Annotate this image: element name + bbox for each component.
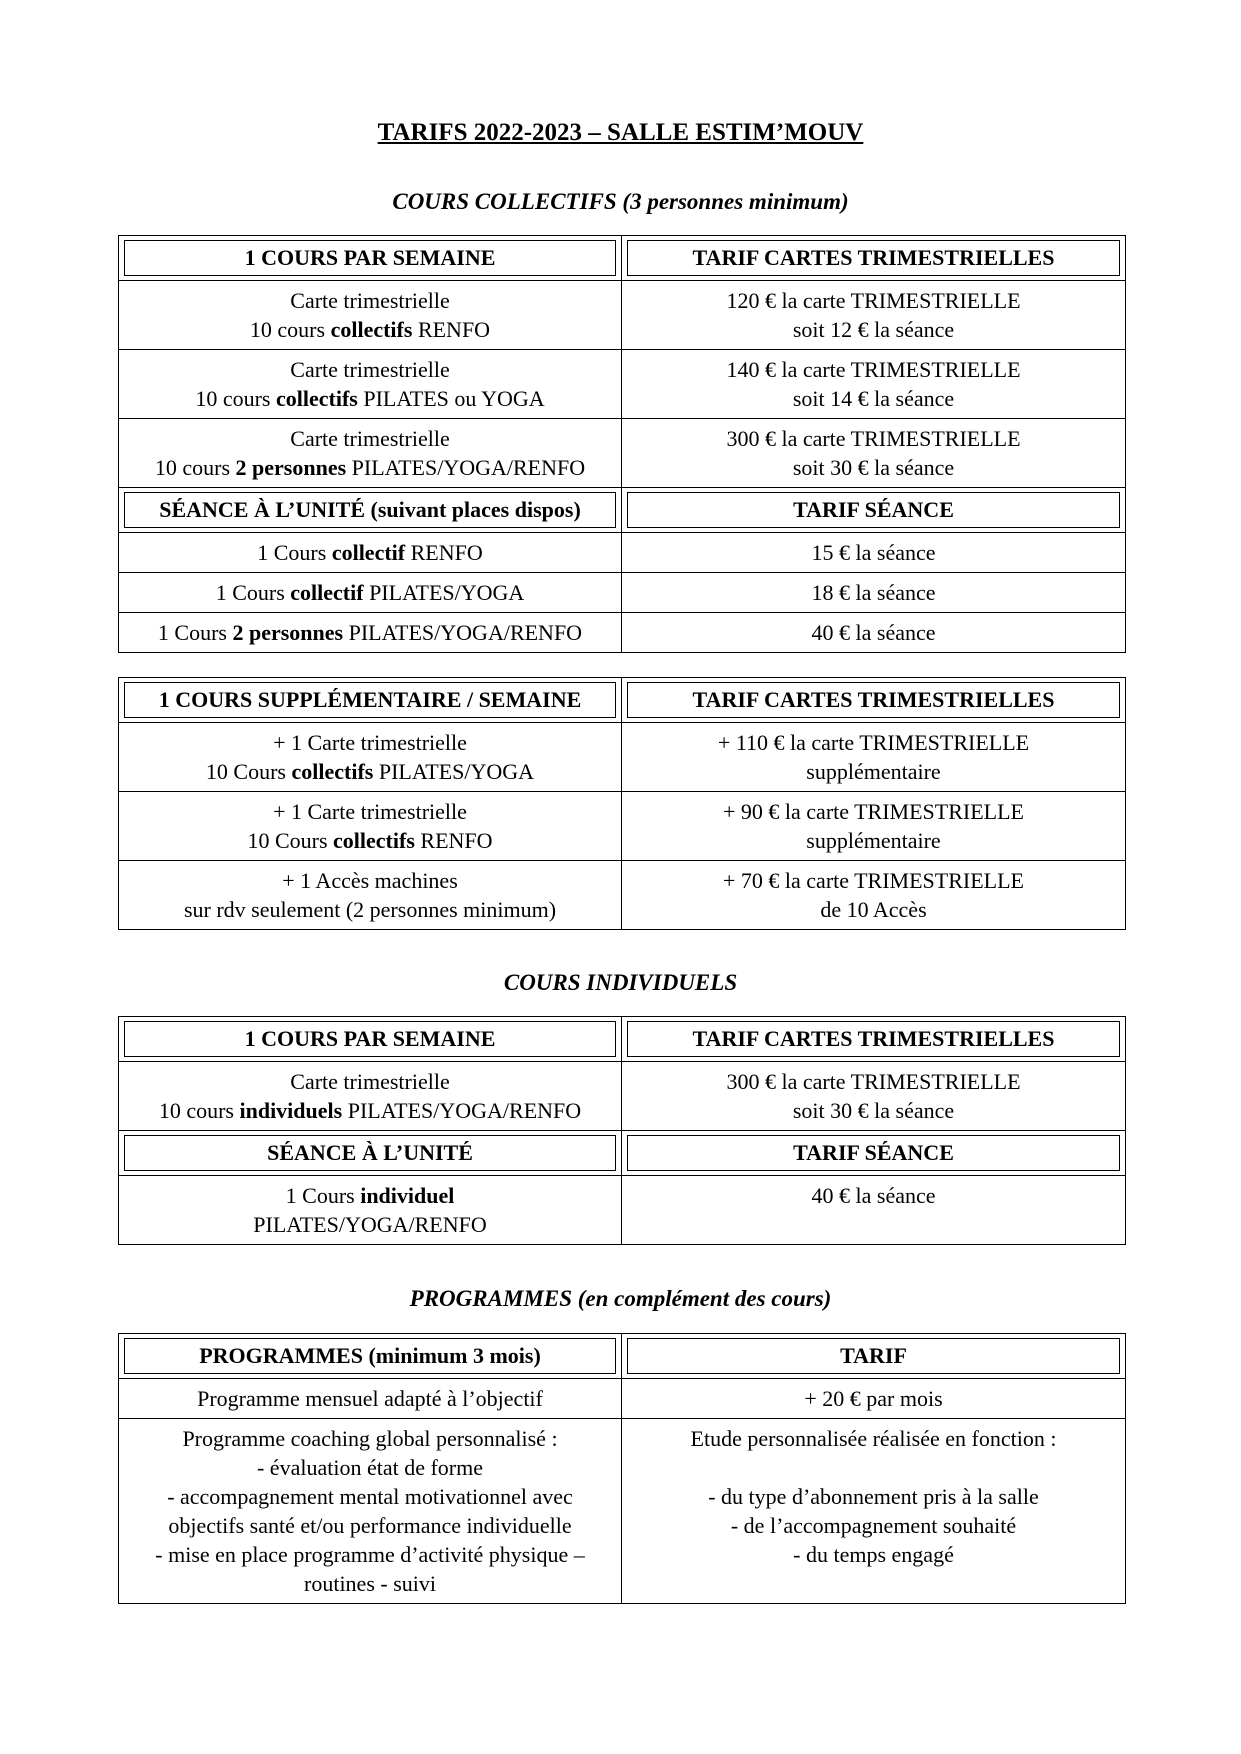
section-title-individuels: COURS INDIVIDUELS <box>503 970 738 995</box>
section-title-programmes: PROGRAMMES (en complément des cours) <box>409 1286 832 1311</box>
header-cell: 1 COURS PAR SEMAINE <box>124 1021 616 1057</box>
table-cell: + 20 € par mois <box>622 1379 1126 1419</box>
table-cell: 15 € la séance <box>622 533 1126 573</box>
table-cell: 40 € la séance <box>622 1176 1126 1245</box>
header-cell: TARIF CARTES TRIMESTRIELLES <box>627 240 1120 276</box>
header-cell: SÉANCE À L’UNITÉ <box>124 1135 616 1171</box>
table-row <box>119 1379 1126 1419</box>
table-cell: + 70 € la carte TRIMESTRIELLE de 10 Accès <box>622 861 1126 930</box>
table-cell: Carte trimestrielle 10 cours individuels PILATES/YOGA/RENFO <box>119 1062 622 1131</box>
table-header-row <box>119 236 1126 281</box>
table-row <box>119 350 1126 419</box>
header-cell: 1 COURS SUPPLÉMENTAIRE / SEMAINE <box>124 682 616 718</box>
header-cell: TARIF CARTES TRIMESTRIELLES <box>627 682 1120 718</box>
table-cell: Programme coaching global personnalisé : - évaluation état de forme - accompagnement mental motivationnel avec objectifs santé et/ou performance individuelle - mise en place programme d’activité physique – routines - suivi <box>119 1419 622 1604</box>
table-cell: + 1 Carte trimestrielle 10 Cours collectifs PILATES/YOGA <box>119 723 622 792</box>
table-cell: Programme mensuel adapté à l’objectif <box>119 1379 622 1419</box>
table-cell: 1 Cours individuel PILATES/YOGA/RENFO <box>119 1176 622 1245</box>
table-row <box>119 573 1126 613</box>
table-header-row <box>119 1017 1126 1062</box>
table-cell: 1 Cours collectif PILATES/YOGA <box>119 573 622 613</box>
table-header-row <box>119 488 1126 533</box>
header-cell: TARIF <box>627 1338 1120 1374</box>
table-header-row <box>119 1131 1126 1176</box>
table-cell: 300 € la carte TRIMESTRIELLE soit 30 € la séance <box>622 419 1126 488</box>
table-row <box>119 533 1126 573</box>
table-header-row <box>119 1334 1126 1379</box>
header-cell: SÉANCE À L’UNITÉ (suivant places dispos) <box>124 492 616 528</box>
table-cell: + 110 € la carte TRIMESTRIELLE supplémentaire <box>622 723 1126 792</box>
table-row <box>119 1062 1126 1131</box>
table-cell: Etude personnalisée réalisée en fonction : - du type d’abonnement pris à la salle - de l’accompagnement souhaité - du temps engagé <box>622 1419 1126 1604</box>
table-cell: Carte trimestrielle 10 cours collectifs RENFO <box>119 281 622 350</box>
table-cell: 300 € la carte TRIMESTRIELLE soit 30 € la séance <box>622 1062 1126 1131</box>
table-cell: 120 € la carte TRIMESTRIELLE soit 12 € la séance <box>622 281 1126 350</box>
table-row <box>119 281 1126 350</box>
header-cell: TARIF CARTES TRIMESTRIELLES <box>627 1021 1120 1057</box>
table-programmes <box>118 1333 1126 1604</box>
table-cours-individuels <box>118 1016 1126 1245</box>
table-row <box>119 419 1126 488</box>
header-cell: TARIF SÉANCE <box>627 492 1120 528</box>
table-cours-supplementaire <box>118 677 1126 930</box>
header-cell: TARIF SÉANCE <box>627 1135 1120 1171</box>
table-cell: Carte trimestrielle 10 cours collectifs PILATES ou YOGA <box>119 350 622 419</box>
table-cell: 1 Cours 2 personnes PILATES/YOGA/RENFO <box>119 613 622 653</box>
header-cell: PROGRAMMES (minimum 3 mois) <box>124 1338 616 1374</box>
table-cours-collectifs <box>118 235 1126 653</box>
table-row <box>119 792 1126 861</box>
table-cell: 18 € la séance <box>622 573 1126 613</box>
table-header-row <box>119 678 1126 723</box>
section-title-collectifs: COURS COLLECTIFS (3 personnes minimum) <box>392 189 849 214</box>
table-cell: Carte trimestrielle 10 cours 2 personnes PILATES/YOGA/RENFO <box>119 419 622 488</box>
table-row <box>119 1419 1126 1604</box>
table-cell: 140 € la carte TRIMESTRIELLE soit 14 € la séance <box>622 350 1126 419</box>
table-cell: 40 € la séance <box>622 613 1126 653</box>
table-cell: 1 Cours collectif RENFO <box>119 533 622 573</box>
table-cell: + 1 Carte trimestrielle 10 Cours collectifs RENFO <box>119 792 622 861</box>
table-row <box>119 613 1126 653</box>
table-row <box>119 861 1126 930</box>
table-cell: + 1 Accès machines sur rdv seulement (2 personnes minimum) <box>119 861 622 930</box>
table-cell: + 90 € la carte TRIMESTRIELLE supplémentaire <box>622 792 1126 861</box>
table-row <box>119 723 1126 792</box>
header-cell: 1 COURS PAR SEMAINE <box>124 240 616 276</box>
document-title: TARIFS 2022-2023 – SALLE ESTIM’MOUV <box>377 119 864 146</box>
table-row <box>119 1176 1126 1245</box>
